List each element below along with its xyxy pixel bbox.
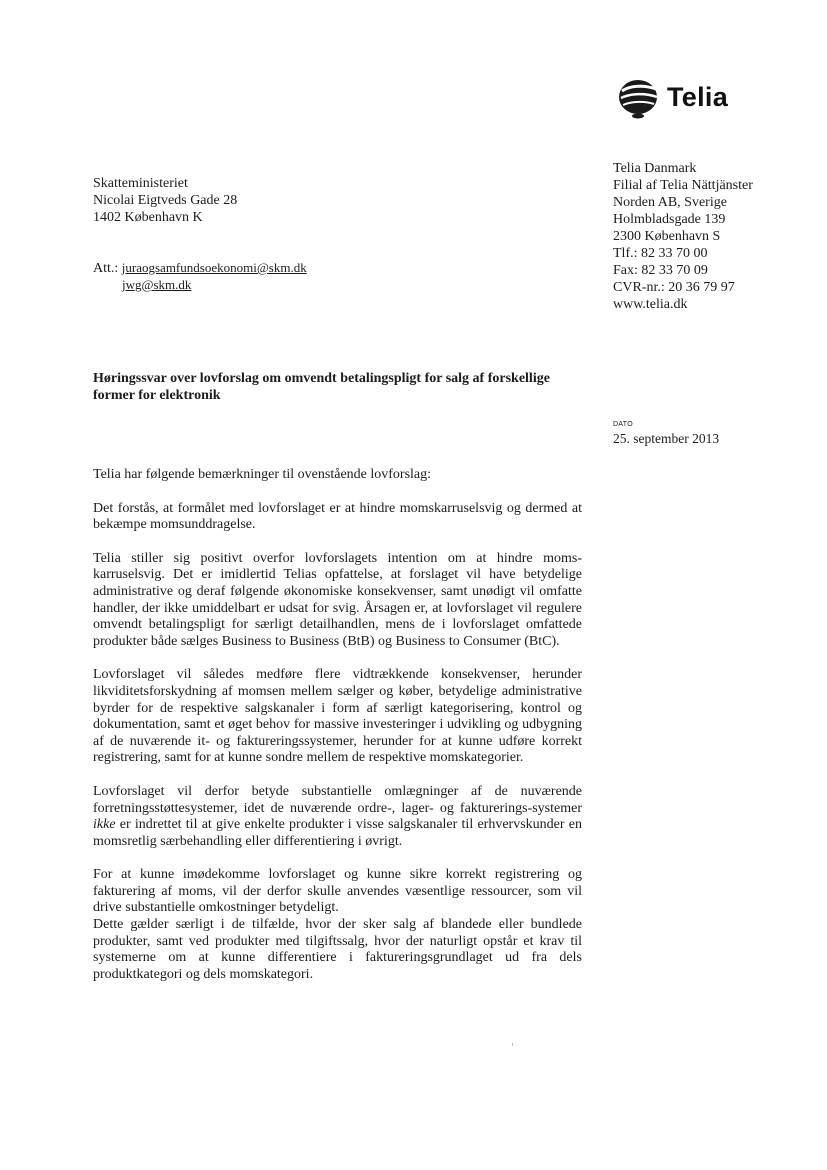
email-link[interactable]: jwg@skm.dk <box>122 277 192 292</box>
body-paragraph <box>93 784 582 850</box>
sender-line: Holmbladsgade 139 <box>613 212 726 227</box>
att-label: Att.: <box>93 261 119 276</box>
logo-wordmark: Telia <box>667 81 729 112</box>
sender-address <box>613 160 753 313</box>
body-text-segment: Lovforslaget vil derfor betyde substantielle omlægninger af de nuværende forretningsstøttesystemer, idet de nuværende ordre-, lager- og fakturerings-systemer <box>93 783 582 816</box>
letter-subject: Høringssvar over lovforslag om omvendt betalingspligt for salg af forskellige former for elektronik <box>93 371 550 403</box>
sender-line: 2300 København S <box>613 229 721 244</box>
body-paragraph: Det forstås, at formålet med lovforslaget er at hindre momskarruselsvig og dermed at bekæmpe momsunddragelse. <box>93 500 582 533</box>
recipient-line: Skatteministeriet <box>93 176 188 191</box>
body-text-segment: er indrettet til at give enkelte produkter i visse salgskanaler til erhvervskunder en momsretlig særbehandling eller differentiering i øvrigt. <box>93 817 582 849</box>
recipient-line: Nicolai Eigtveds Gade 28 <box>93 193 238 208</box>
body-paragraph: Telia stiller sig positivt overfor lovforslagets intention om at hindre moms-karruselsvig. Det er imidlertid Telias opfattelse, at forslaget vil have betydelige administrative og deraf følgende økonomiske konsekvenser, samt unødigt vil omfatte handler, der ikke umiddelbart er udsat for svig. Årsagen er, at lovforslaget vil regulere omvendt betalingspligt for særligt detailhandlen, mens de i lovforslaget omfattede produkter både sælges Business to Business (BtB) og Business to Consumer (BtC). <box>93 550 582 649</box>
email-link[interactable]: juraogsamfundsoekonomi@skm.dk <box>121 260 307 275</box>
attention-block <box>93 260 307 294</box>
sender-line: CVR-nr.: 20 36 79 97 <box>613 280 735 295</box>
sender-line: Telia Danmark <box>613 161 697 176</box>
body-paragraph: For at kunne imødekomme lovforslaget og kunne sikre korrekt registrering og fakturering af moms, vil der derfor skulle anvendes væsentlige ressourcer, som vil drive substantielle omkostninger betydeligt. <box>93 867 582 916</box>
sender-line: Norden AB, Sverige <box>613 195 727 210</box>
body-paragraph: Lovforslaget vil således medføre flere vidtrækkende konsekvenser, herunder likviditetsforskydning af momsen mellem sælger og køber, betydelige administrative byrder for de respektive salgskanaler i form af særligt kategorisering, kontrol og dokumentation, samt et øget behov for massive investeringer i udvikling og udbygning af de nuværende it- og faktureringssystemer, herunder for at kunne udføre korrekt registrering, samt for at kunne sondre mellem de respektive momskategorier. <box>93 667 582 766</box>
emphasis-text: ikke <box>93 817 116 833</box>
date-value: 25. september 2013 <box>613 431 720 446</box>
sender-website: www.telia.dk <box>613 297 688 312</box>
sender-line: Filial af Telia Nättjänster <box>613 178 753 193</box>
sender-line: Tlf.: 82 33 70 00 <box>613 246 708 261</box>
scan-mark <box>512 1043 513 1046</box>
telia-logo <box>613 72 728 122</box>
telia-pebble-icon <box>613 72 663 122</box>
recipient-line: 1402 København K <box>93 210 203 225</box>
recipient-address <box>93 175 237 226</box>
letter-body <box>93 467 582 1000</box>
body-paragraph: Dette gælder særligt i de tilfælde, hvor der sker salg af blandede eller bundlede produkter, samt ved produkter med tilgiftssalg, hvor der naturligt opstår et krav til systemerne om at kunne differentiere i faktureringsgrundlaget ud fra dels produktkategori og dels momskategori. <box>93 917 582 982</box>
sender-line: Fax: 82 33 70 09 <box>613 263 708 278</box>
body-paragraph: Telia har følgende bemærkninger til ovenstående lovforslag: <box>93 467 432 482</box>
date-label: DATO <box>613 421 633 428</box>
